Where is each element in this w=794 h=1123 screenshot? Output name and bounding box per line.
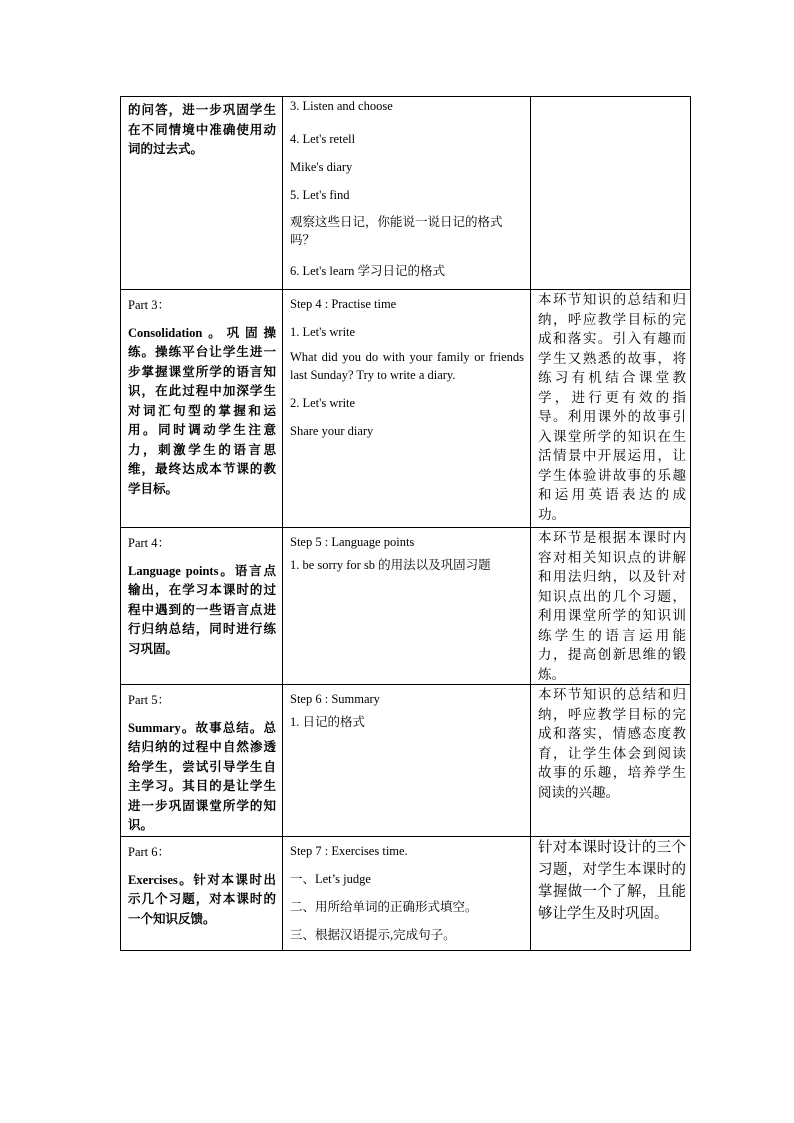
purpose-cell	[531, 97, 691, 290]
activity-line: 1. be sorry for sb 的用法以及巩固习题	[290, 558, 491, 572]
purpose-cell	[531, 528, 691, 685]
purpose-text: 本环节知识的总结和归纳，呼应教学目标的完成和落实。引入有趣而学生又熟悉的故事，将练习有机结合课堂教学，进行更有效的指导。利用课外的故事引入课堂所学的知识在生活情景中开展运用，让学生体验讲故事的乐趣和运用英语表达的成功。	[538, 292, 686, 522]
part-label: Part 3：	[128, 298, 171, 312]
activity-cell	[283, 528, 531, 685]
stage-description: 的问答，进一步巩固学生在不同情境中准确使用动词的过去式。	[128, 103, 276, 156]
activity-cell	[283, 685, 531, 837]
table-row	[121, 837, 691, 951]
stage-cell	[121, 837, 283, 951]
activity-line: 1. 日记的格式	[290, 715, 366, 729]
stage-description: Language points。语言点输出，在学习本课时的过程中遇到的一些语言点进行归纳总结，同时进行练习巩固。	[128, 563, 276, 656]
activity-cell	[283, 97, 531, 290]
part-label: Part 5：	[128, 693, 171, 707]
stage-description: Exercises。针对本课时出示几个习题，对本课时的一个知识反馈。	[128, 872, 276, 926]
activity-line: Step 7 : Exercises time.	[290, 844, 408, 858]
activity-line: 6. Let's learn 学习日记的格式	[290, 264, 446, 278]
stage-cell	[121, 528, 283, 685]
purpose-cell	[531, 837, 691, 951]
activity-line: Mike's diary	[290, 160, 353, 174]
lesson-plan-table	[120, 96, 691, 951]
activity-line: Share your diary	[290, 424, 374, 438]
activity-line: 三、根据汉语提示,完成句子。	[290, 928, 456, 942]
purpose-text: 针对本课时设计的三个习题，对学生本课时的掌握做一个了解，且能够让学生及时巩固。	[538, 840, 686, 922]
activity-line: 5. Let's find	[290, 188, 350, 202]
activity-line: 3. Listen and choose	[290, 99, 393, 113]
activity-line: 4. Let's retell	[290, 132, 356, 146]
table-row	[121, 685, 691, 837]
part-label: Part 4：	[128, 536, 171, 550]
activity-line: 二、用所给单词的正确形式填空。	[290, 900, 478, 914]
activity-line: Step 5 : Language points	[290, 535, 415, 549]
table-row	[121, 528, 691, 685]
activity-line: Step 6 : Summary	[290, 692, 380, 706]
stage-description: Consolidation。巩固操练。操练平台让学生进一步掌握课堂所学的语言知识，在此过程中加深学生对词汇句型的掌握和运用。同时调动学生注意力，刺激学生的语言思维，最终达成本节课的教学目标。	[128, 325, 276, 496]
table-row	[121, 97, 691, 290]
part-label: Part 6：	[128, 845, 171, 859]
purpose-cell	[531, 685, 691, 837]
purpose-text: 本环节是根据本课时内容对相关知识点的讲解和用法归纳，以及针对知识点出的几个习题，利用课堂所学的知识训练学生的语言运用能力，提高创新思维的锻炼。	[538, 530, 686, 682]
activity-line: 一、Let’s judge	[290, 872, 371, 886]
stage-description: Summary。故事总结。总结归纳的过程中自然渗透给学生，尝试引导学生自主学习。其目的是让学生进一步巩固课堂所学的知识。	[128, 720, 276, 832]
activity-line: 2. Let's write	[290, 396, 356, 410]
purpose-text: 本环节知识的总结和归纳，呼应教学目标的完成和落实，情感态度教育，让学生体会到阅读故事的乐趣，培养学生阅读的兴趣。	[538, 687, 686, 800]
activity-line: 1. Let's write	[290, 325, 356, 339]
activity-line: 观察这些日记，你能说一说日记的格式吗？	[290, 215, 503, 247]
stage-cell	[121, 685, 283, 837]
activity-line: Step 4 : Practise time	[290, 297, 397, 311]
activity-line: What did you do with your family or friends last Sunday? Try to write a diary.	[290, 350, 524, 382]
stage-cell	[121, 290, 283, 528]
activity-cell	[283, 837, 531, 951]
stage-cell	[121, 97, 283, 290]
purpose-cell	[531, 290, 691, 528]
activity-cell	[283, 290, 531, 528]
table-row	[121, 290, 691, 528]
